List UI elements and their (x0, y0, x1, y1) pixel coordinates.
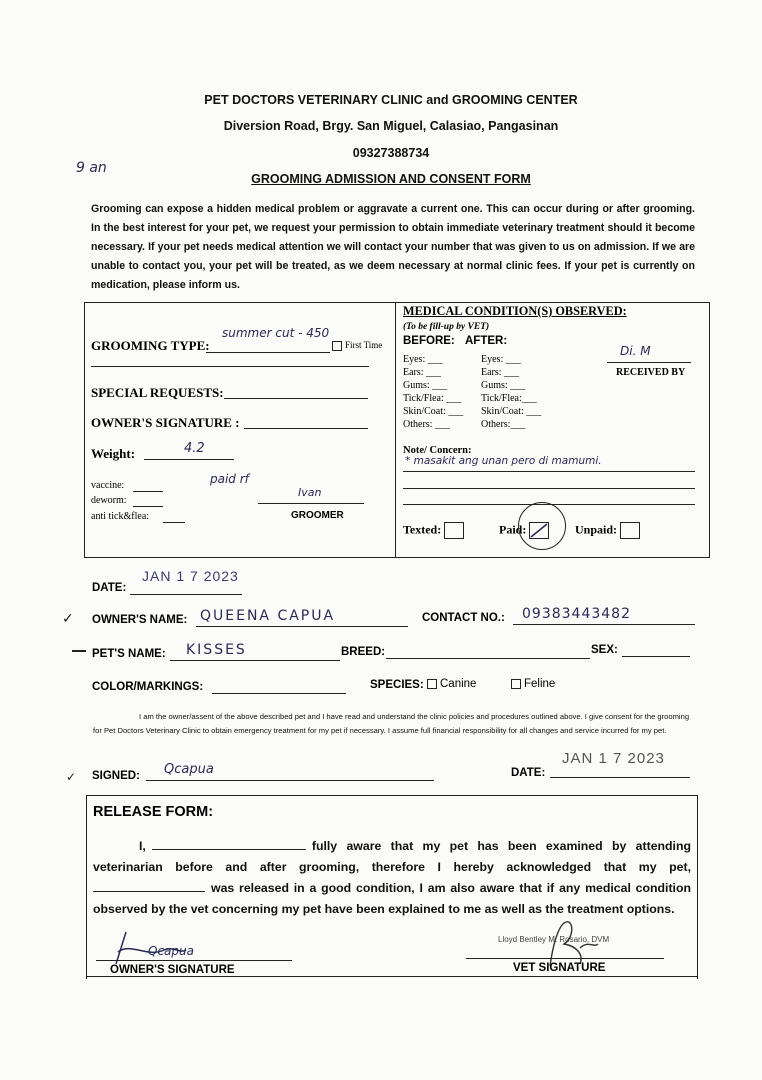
special-requests-field[interactable] (224, 398, 368, 399)
grooming-type-label: GROOMING TYPE: (91, 338, 210, 353)
color-field[interactable] (212, 693, 346, 694)
deworm-field[interactable] (133, 506, 163, 507)
grooming-type-field[interactable] (206, 352, 330, 353)
before-gums: Gums: ___ (403, 380, 448, 391)
vet-sig-field[interactable] (466, 958, 664, 959)
signed-label: SIGNED: (92, 770, 140, 782)
unpaid-label: Unpaid: (575, 522, 618, 537)
signed-field[interactable] (146, 780, 434, 781)
note-line-1[interactable] (403, 471, 695, 472)
weight-field[interactable] (144, 459, 234, 460)
weight-label: Weight: (91, 446, 136, 461)
after-others: Others:___ (481, 419, 526, 430)
release-owner-sig-label: OWNER'S SIGNATURE (110, 964, 235, 976)
signed-date-label: DATE: (511, 767, 546, 779)
received-by-label: RECEIVED BY (616, 367, 686, 378)
vet-sig-label: VET SIGNATURE (513, 962, 606, 974)
paid-circle-mark (518, 502, 566, 550)
feline-option[interactable] (511, 678, 555, 690)
before-tick: Tick/Flea: ___ (403, 393, 462, 404)
box-divider (395, 302, 396, 557)
before-list (403, 353, 463, 431)
texted-checkbox[interactable] (444, 522, 464, 539)
medical-subtitle: (To be fill-up by VET) (403, 322, 490, 332)
signed-date-field[interactable] (550, 777, 690, 778)
texted-option[interactable] (403, 522, 464, 539)
release-owner-name-field[interactable] (152, 849, 306, 850)
pet-name-field[interactable] (170, 660, 340, 661)
date-field[interactable] (130, 594, 242, 595)
first-time-checkbox[interactable] (332, 341, 342, 351)
antitick-label: anti tick&flea: (91, 511, 150, 522)
after-ears: Ears: ___ (481, 367, 520, 378)
before-eyes: Eyes: ___ (403, 354, 443, 365)
feline-checkbox[interactable] (511, 679, 521, 689)
contact-field[interactable] (513, 624, 695, 625)
species-label: SPECIES: (370, 679, 424, 691)
intro-paragraph: Grooming can expose a hidden medical problem or aggravate a current one. This can occur during or after grooming. In the best interest for your pet, we request your permission to obtain immediate veterinary treatment should it become necessary. If your pet needs medical attention we will contact your number that was given to us on admission. If we are unable to contact you, your pet will be treated, as we deem necessary at normal clinic fees. If your pet is currently on medication, please inform us. (91, 203, 695, 291)
contact-value: 09383443482 (522, 606, 631, 622)
margin-note: 9 an (76, 160, 107, 176)
sex-field[interactable] (622, 656, 690, 657)
groomer-field[interactable] (258, 503, 364, 504)
after-label: AFTER: (465, 335, 508, 347)
first-time-label: First Time (345, 340, 383, 350)
dash-mark-pet (72, 650, 86, 652)
form-title: GROOMING ADMISSION AND CONSENT FORM (251, 172, 531, 186)
note-value: * masakit ang unan pero di mamumi. (405, 455, 602, 467)
release-bottom-line (86, 976, 698, 977)
owner-signature-label: OWNER'S SIGNATURE : (91, 415, 240, 430)
unpaid-option[interactable] (575, 522, 640, 539)
after-eyes: Eyes: ___ (481, 354, 521, 365)
color-label: COLOR/MARKINGS: (92, 681, 204, 693)
tick-mark-signed: ✓ (66, 770, 77, 784)
signed-value: Qcapua (164, 762, 214, 777)
vaccine-label: vaccine: (91, 480, 125, 491)
feline-label: Feline (524, 678, 556, 690)
release-title: RELEASE FORM: (93, 804, 214, 820)
breed-field[interactable] (386, 658, 590, 659)
before-label: BEFORE: (403, 335, 455, 347)
paid-label: Paid: (499, 522, 527, 537)
signed-date-stamp: JAN 1 7 2023 (562, 750, 665, 767)
received-by-value: Di. M (620, 344, 651, 358)
note-label: Note/ Concern: (403, 445, 472, 456)
date-label: DATE: (92, 582, 127, 594)
contact-label: CONTACT NO.: (422, 612, 505, 624)
canine-checkbox[interactable] (427, 679, 437, 689)
after-list (481, 353, 541, 431)
special-requests-label: SPECIAL REQUESTS: (91, 385, 224, 400)
release-text-3: was released in a good condition, I am also aware that if any medical condition observed by the vet concerning my pet have been explained to me as well as the treatment options. (93, 881, 691, 916)
canine-label: Canine (440, 678, 477, 690)
release-text-2: fully aware that my pet has been examined by attending veterinarian before and after grooming, therefore I hereby acknowledged that my pet, (93, 839, 691, 874)
pet-name-value: KISSES (186, 642, 247, 658)
release-paragraph (93, 836, 691, 920)
consent-paragraph: I am the owner/assent of the above described pet and I have read and understand the clinic policies and procedures outlined above. I give consent for the grooming for Pet Doctors Veterinary Clinic to obtain emergency treatment for my pet if necessary. I assume full financial responsibility for all changes and service incurred for my pet. (93, 712, 690, 735)
vet-stamp-text: Lloyd Bentley M. Rosario, DVM (498, 935, 610, 944)
before-others: Others: ___ (403, 419, 450, 430)
grooming-type-value: summer cut - 450 (222, 326, 330, 340)
texted-label: Texted: (403, 522, 442, 537)
medical-title: MEDICAL CONDITION(S) OBSERVED: (403, 304, 627, 318)
deworm-label: deworm: (91, 495, 127, 506)
sex-label: SEX: (591, 644, 618, 656)
tick-mark-owner: ✓ (62, 610, 74, 626)
vet-signature-scribble-icon (540, 918, 600, 968)
pet-name-label: PET'S NAME: (92, 648, 166, 660)
owner-signature-field[interactable] (244, 428, 368, 429)
owner-name-value: QUEENA CAPUA (200, 608, 336, 624)
after-tick: Tick/Flea:___ (481, 393, 537, 404)
after-skin: Skin/Coat: ___ (481, 406, 542, 417)
clinic-name: PET DOCTORS VETERINARY CLINIC and GROOMING CENTER (204, 93, 578, 107)
weight-value: 4.2 (184, 441, 205, 456)
antitick-field[interactable] (163, 522, 185, 523)
breed-label: BREED: (341, 646, 386, 658)
owner-name-label: OWNER'S NAME: (92, 614, 188, 626)
release-pet-name-field[interactable] (93, 891, 205, 892)
after-gums: Gums: ___ (481, 380, 526, 391)
canine-option[interactable] (427, 678, 476, 690)
groomer-name: Ivan (298, 486, 322, 499)
note-line-2[interactable] (403, 488, 695, 489)
paid-note: paid rf (210, 472, 249, 486)
vaccine-field[interactable] (133, 491, 163, 492)
groomer-label: GROOMER (291, 510, 344, 521)
date-stamp: JAN 1 7 2023 (142, 568, 239, 584)
before-skin: Skin/Coat: ___ (403, 406, 464, 417)
before-ears: Ears: ___ (403, 367, 442, 378)
release-owner-sig-value: Qcapua (148, 944, 194, 958)
received-by-field[interactable] (607, 362, 691, 363)
release-owner-sig-field[interactable] (96, 960, 292, 961)
clinic-phone: 09327388734 (352, 146, 430, 160)
clinic-address: Diversion Road, Brgy. San Miguel, Calasiao, Pangasinan (223, 119, 559, 133)
grooming-type-line-2 (91, 366, 369, 367)
unpaid-checkbox[interactable] (620, 522, 640, 539)
first-time-option[interactable] (332, 340, 382, 351)
release-text-1: I, (139, 839, 146, 853)
owner-name-field[interactable] (196, 626, 408, 627)
